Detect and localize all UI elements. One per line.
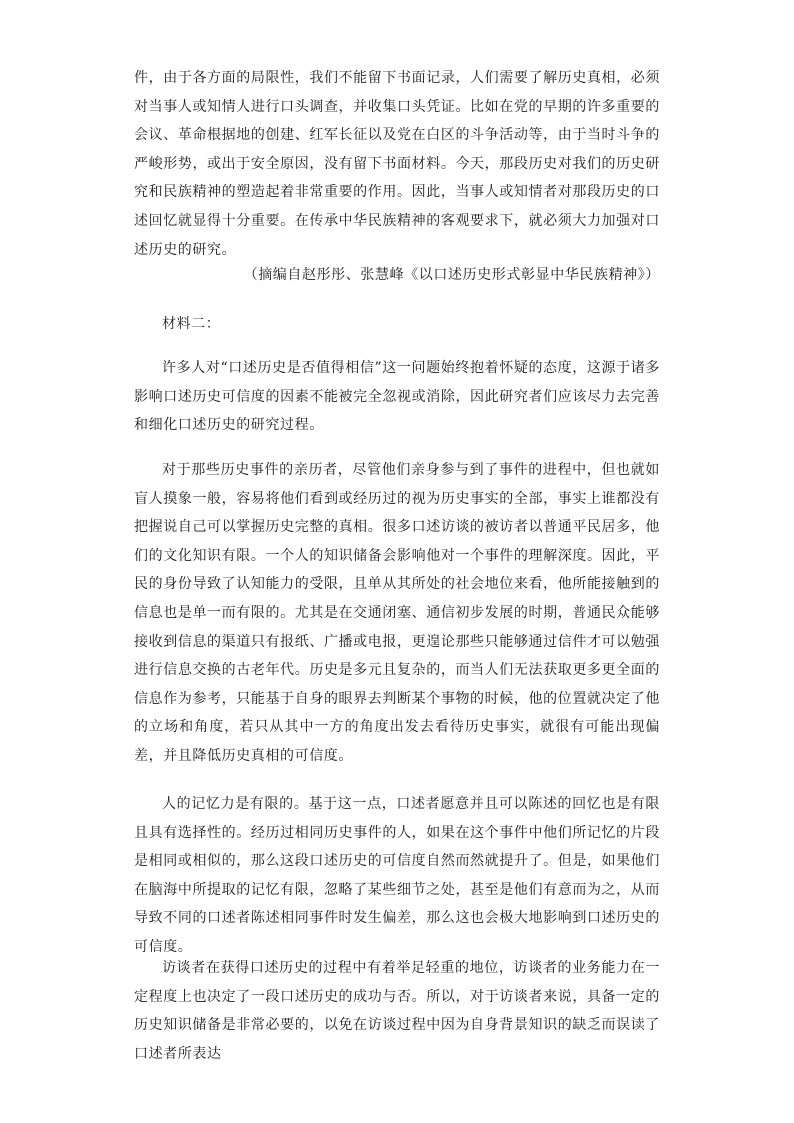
- paragraph-continuation: [134, 64, 660, 264]
- paragraph-5: [134, 954, 660, 1068]
- paragraph-2: [134, 354, 660, 440]
- paragraph-3: [134, 456, 660, 771]
- source-citation: （摘编自赵彤彤、张慧峰《以口述历史形式彰显中华民族精神》）: [243, 267, 660, 283]
- material-two-label: 材料二：: [162, 316, 221, 332]
- paragraph-text: 许多人对“口述历史是否值得相信”这一问题始终抱着怀疑的态度，这源于诸多影响口述历史可信度的因素不能被完全忽视或消除，因此研究者们应该尽力去完善和细化口述历史的研究过程。: [134, 360, 660, 434]
- paragraph-4: [134, 790, 660, 962]
- paragraph-text: 对于那些历史事件的亲历者，尽管他们亲身参与到了事件的进程中，但也就如盲人摸象一般，容易将他们看到或经历过的视为历史事实的全部，事实上谁都没有把握说自己可以掌握历史完整的真相。很多口述访谈的被访者以普通平民居多，他们的文化知识有限。一个人的知识储备会影响他对一个事件的理解深度。因此，平民的身份导致了认知能力的受限，且单从其所处的社会地位来看，他所能接触到的信息也是单一而有限的。尤其是在交通闭塞、通信初步发展的时期，普通民众能够接收到信息的渠道只有报纸、广播或电报，更遑论那些只能够通过信件才可以勉强进行信息交换的古老年代。历史是多元且复杂的，而当人们无法获取更多更全面的信息作为参考，只能基于自身的眼界去判断某个事物的时候，他的位置就决定了他的立场和角度，若只从其中一方的角度出发去看待历史事实，就很有可能出现偏差，并且降低历史真相的可信度。: [134, 462, 660, 764]
- paragraph-text: 人的记忆力是有限的。基于这一点，口述者愿意并且可以陈述的回忆也是有限且具有选择性的。经历过相同历史事件的人，如果在这个事件中他们所记忆的片段是相同或相似的，那么这段口述历史的可信度自然而然就提升了。但是，如果他们在脑海中所提取的记忆有限，忽略了某些细节之处，甚至是他们有意而为之，从而导致不同的口述者陈述相同事件时发生偏差，那么这也会极大地影响到口述历史的可信度。: [134, 796, 660, 955]
- paragraph-text: 件，由于各方面的局限性，我们不能留下书面记录，人们需要了解历史真相，必须对当事人或知情人进行口头调查，并收集口头凭证。比如在党的早期的许多重要的会议、革命根据地的创建、红军长征以及党在白区的斗争活动等，由于当时斗争的严峻形势，或出于安全原因，没有留下书面材料。今天，那段历史对我们的历史研究和民族精神的塑造起着非常重要的作用。因此，当事人或知情者对那段历史的口述回忆就显得十分重要。在传承中华民族精神的客观要求下，就必须大力加强对口述历史的研究。: [134, 70, 660, 258]
- paragraph-text: 访谈者在获得口述历史的过程中有着举足轻重的地位，访谈者的业务能力在一定程度上也决定了一段口述历史的成功与否。所以，对于访谈者来说，具备一定的历史知识储备是非常必要的，以免在访谈过程中因为自身背景知识的缺乏而误读了口述者所表达: [134, 960, 660, 1062]
